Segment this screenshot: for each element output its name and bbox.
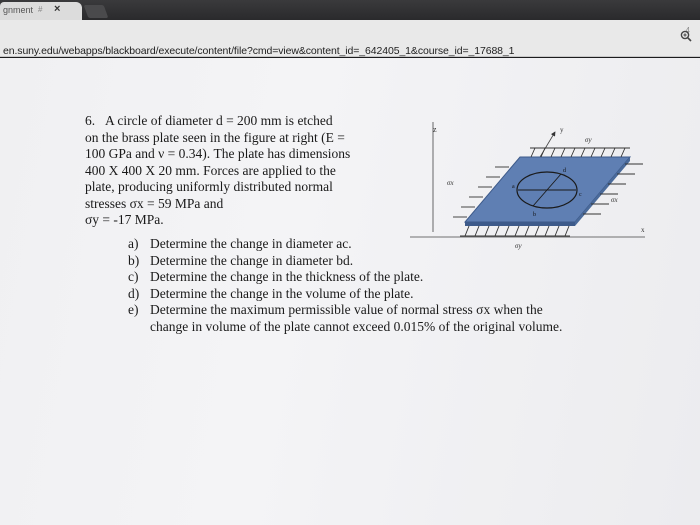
browser-tab[interactable]	[0, 2, 82, 20]
tab-count: 4	[685, 26, 690, 35]
tab-title: gnment	[3, 5, 34, 15]
problem-line-2: on the brass plate seen in the figure at right (E =	[85, 129, 345, 145]
sigma-y-top-label: σy	[585, 136, 592, 144]
point-d: d	[563, 168, 566, 174]
problem-line-4: 400 X 400 X 20 mm. Forces are applied to the	[85, 162, 336, 178]
problem-line-3: 100 GPa and ν = 0.34). The plate has dimensions	[85, 146, 351, 161]
address-bar[interactable]	[0, 20, 700, 57]
problem-line-5: plate, producing uniformly distributed normal	[85, 179, 333, 194]
part-e-continuation: change in volume of the plate cannot exceed 0.015% of the original volume.	[150, 318, 563, 334]
part-a: a) Determine the change in diameter ac.	[128, 236, 352, 251]
part-c: c) Determine the change in the thickness of the plate.	[128, 269, 424, 284]
plate-figure	[405, 112, 650, 252]
tab-pin-icon: #	[38, 5, 43, 14]
url-text[interactable]: en.suny.edu/webapps/blackboard/execute/content/file?cmd=view&content_id=_642405_1&course_id=_17688_1	[3, 45, 515, 57]
sigma-x-right-label: σx	[611, 196, 618, 204]
y-axis-label: y	[560, 126, 564, 134]
z-axis-label: z	[433, 125, 437, 134]
problem-number: 6.	[85, 113, 96, 128]
part-d: d) Determine the change in the volume of the plate.	[128, 285, 414, 301]
part-e: e) Determine the maximum permissible value of normal stress σx when the	[128, 302, 543, 317]
sigma-y-bottom-arrows	[460, 226, 570, 236]
problem-statement	[85, 113, 415, 229]
sigma-x-left-label: σx	[447, 179, 454, 187]
plate-edge	[465, 222, 575, 226]
part-b: b) Determine the change in diameter bd.	[128, 252, 354, 268]
zoom-icon[interactable]	[680, 30, 692, 42]
problem-line-1: 6. A circle of diameter d = 200 mm is etched	[85, 113, 333, 128]
sigma-y-bottom-label: σy	[515, 242, 522, 250]
problem-line-6: stresses σx = 59 MPa and	[85, 195, 224, 211]
tab-strip	[0, 0, 700, 20]
problem-line-7: σy = -17 MPa.	[85, 212, 164, 227]
new-tab-button[interactable]	[84, 5, 109, 18]
point-c: c	[579, 192, 582, 198]
tab-close-icon[interactable]: ×	[54, 3, 61, 15]
point-b: b	[533, 212, 536, 218]
point-a: a	[512, 184, 515, 190]
x-axis-label: x	[641, 226, 645, 234]
